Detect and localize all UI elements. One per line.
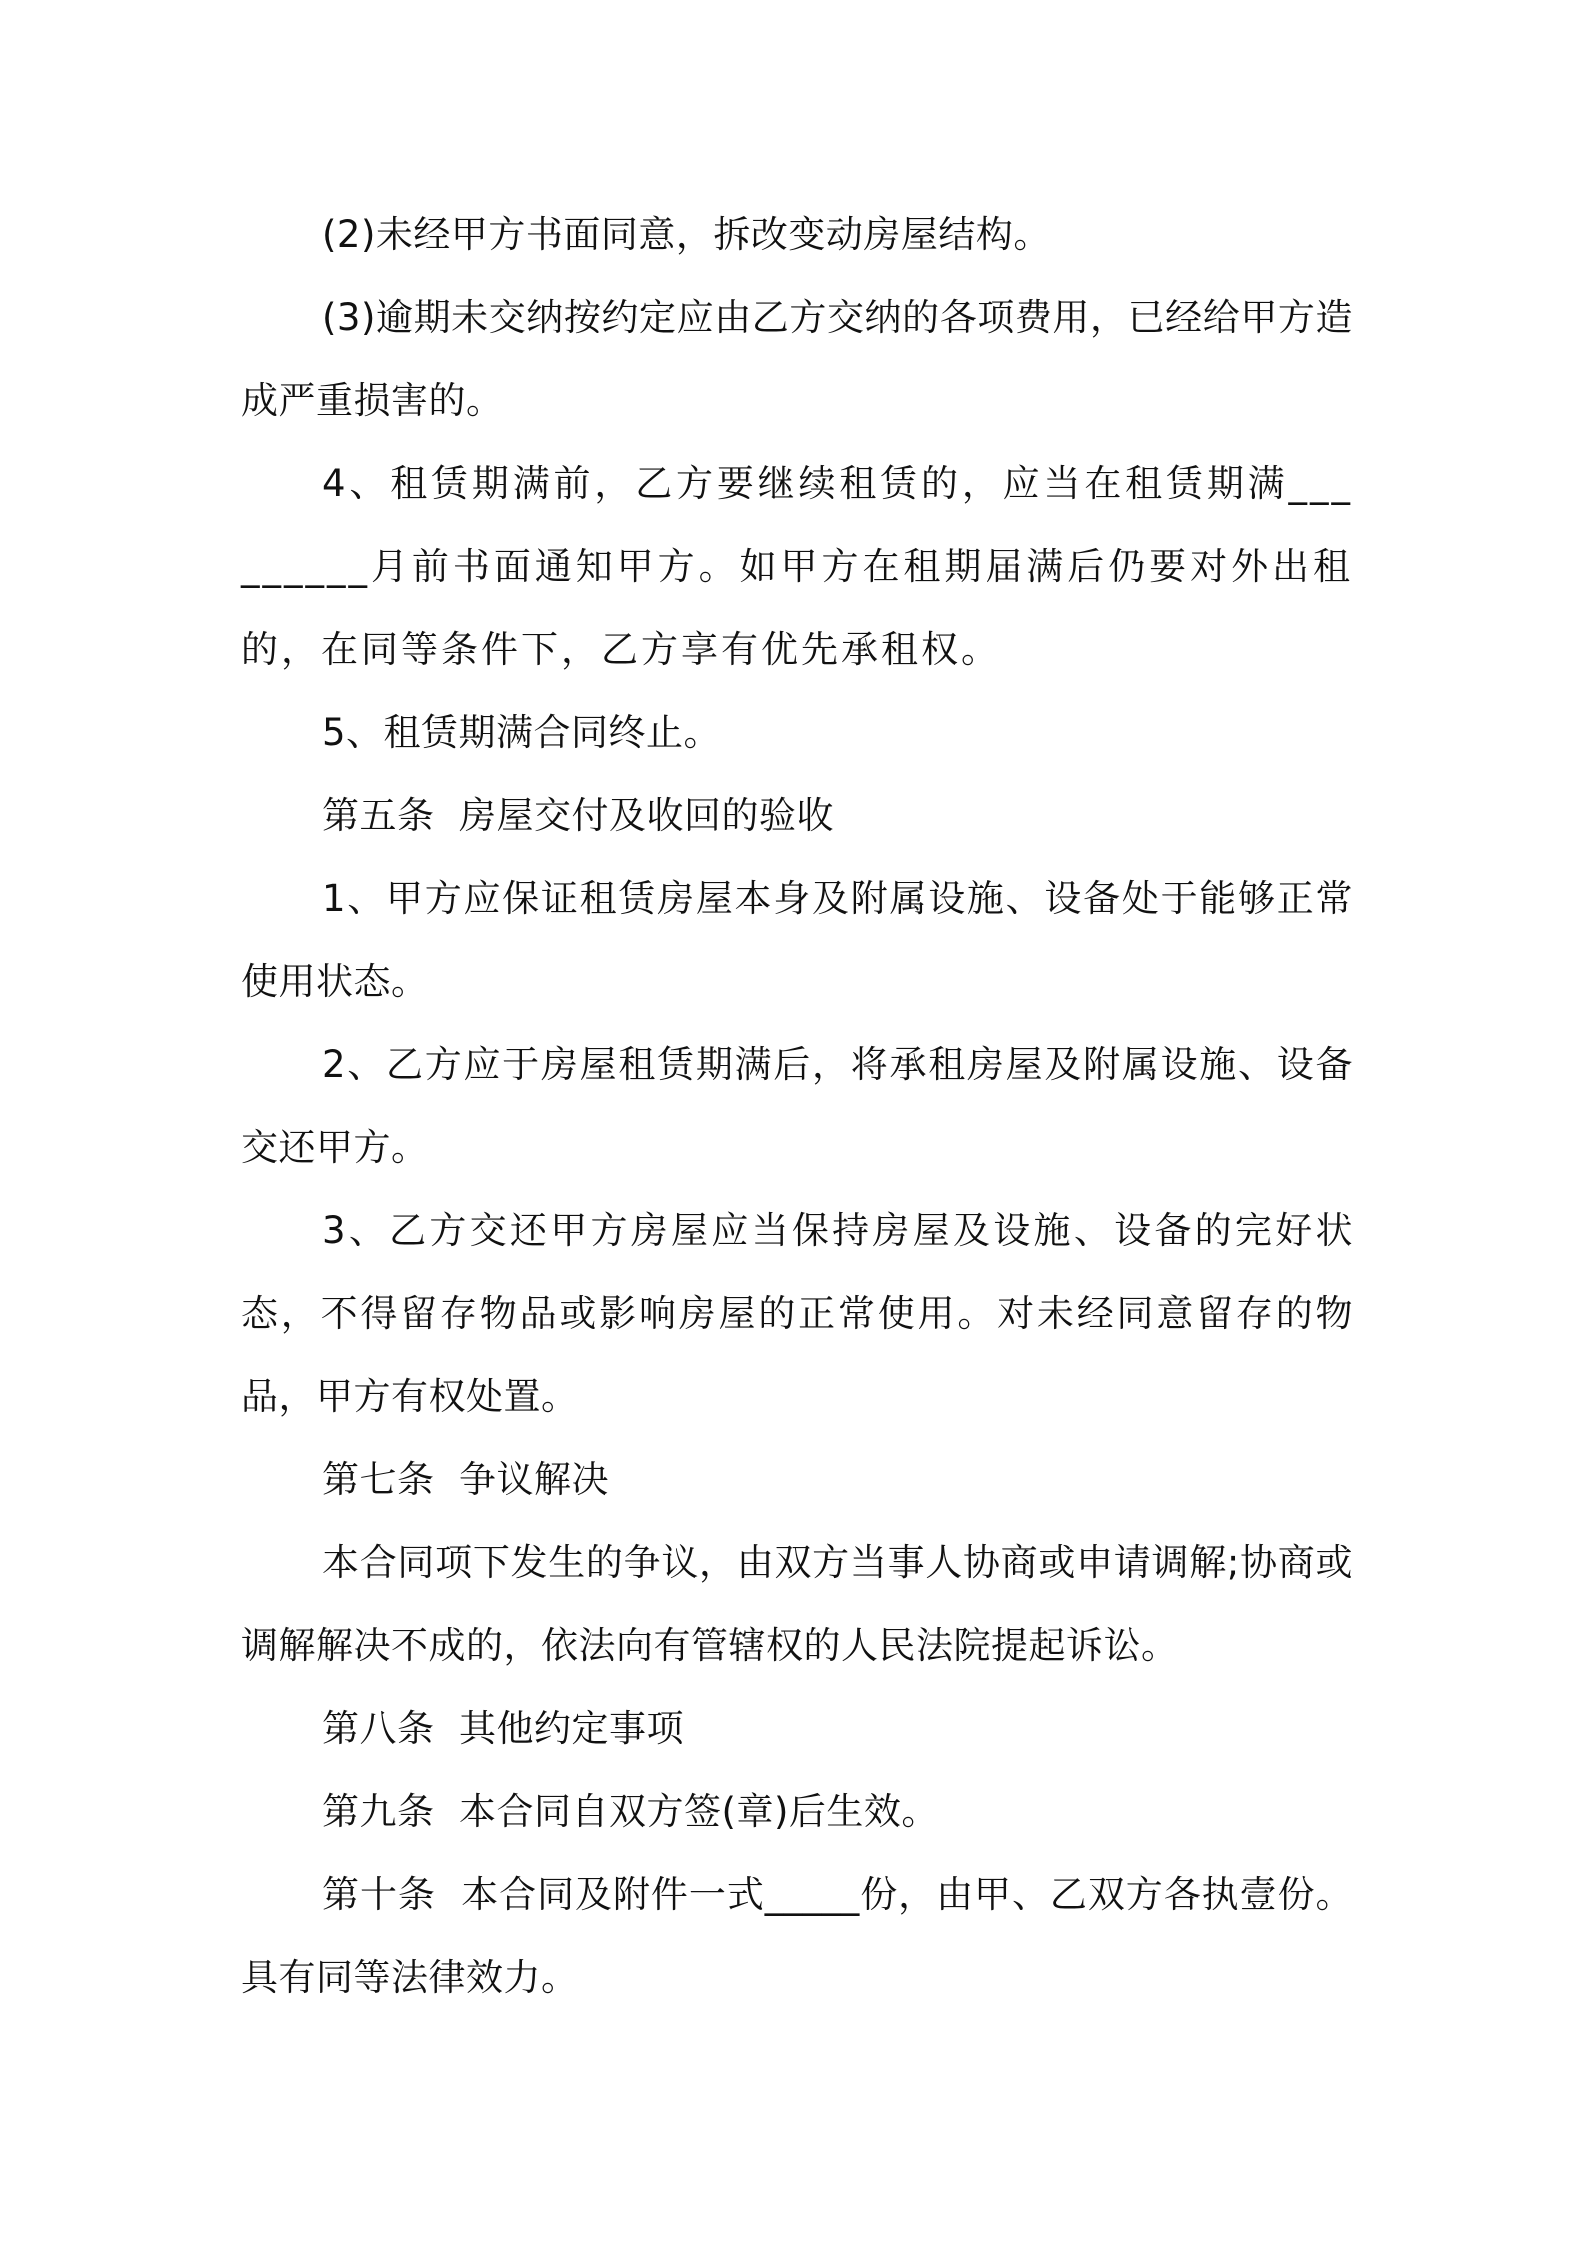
article-5-point-1: 1、甲方应保证租赁房屋本身及附属设施、设备处于能够正常使用状态。 [241,877,1353,1003]
clause-4-item-2: (2)未经甲方书面同意，拆改变动房屋结构。 [322,213,1051,256]
clause-4-point-4: 4、租赁期满前，乙方要继续租赁的，应当在租赁期满_________月前书面通知甲方。如甲方在租期届满后仍要对外出租的，在同等条件下，乙方享有优先承租权。 [241,462,1353,671]
contract-body [241,193,1353,2019]
article-5-point-2: 2、乙方应于房屋租赁期满后，将承租房屋及附属设施、设备交还甲方。 [241,1043,1353,1169]
clause-4-item-3: (3)逾期未交纳按约定应由乙方交纳的各项费用，已经给甲方造成严重损害的。 [241,296,1353,422]
clause-4-point-5: 5、租赁期满合同终止。 [322,711,722,754]
article-7-body: 本合同项下发生的争议，由双方当事人协商或申请调解;协商或调解解决不成的，依法向有管辖权的人民法院提起诉讼。 [241,1541,1353,1667]
article-9-heading: 第九条 本合同自双方签(章)后生效。 [322,1790,939,1833]
article-8-heading: 第八条 其他约定事项 [322,1707,685,1750]
article-10-heading: 第十条 本合同及附件一式_____份，由甲、乙双方各执壹份。具有同等法律效力。 [241,1873,1353,1999]
article-7-heading: 第七条 争议解决 [322,1458,610,1501]
article-5-point-3: 3、乙方交还甲方房屋应当保持房屋及设施、设备的完好状态，不得留存物品或影响房屋的正常使用。对未经同意留存的物品，甲方有权处置。 [241,1209,1353,1418]
article-5-heading: 第五条 房屋交付及收回的验收 [322,794,835,837]
